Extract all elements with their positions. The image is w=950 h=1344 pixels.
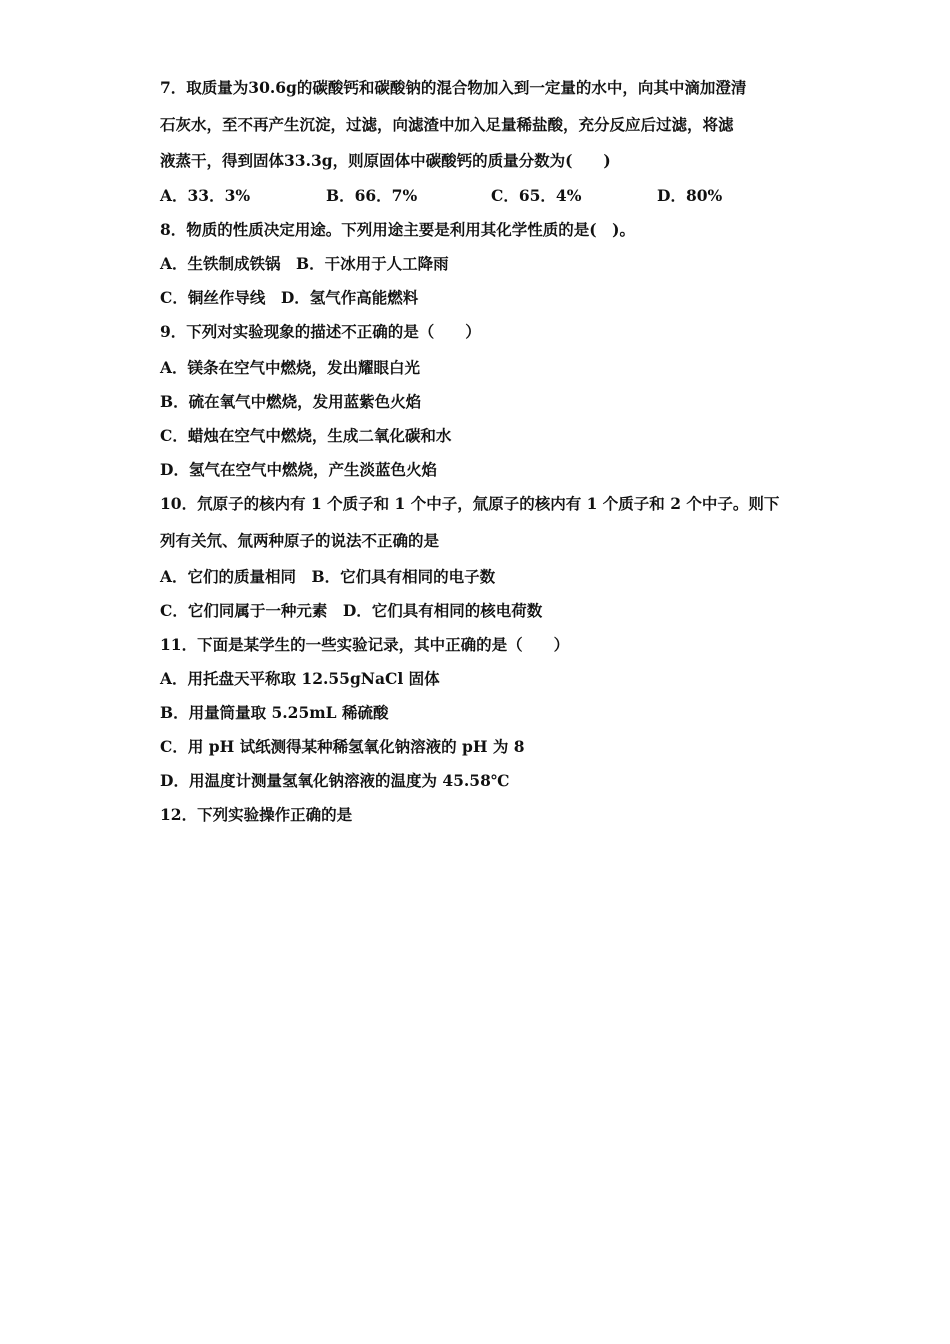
q9-option-b: B．硫在氧气中燃烧，发用蓝紫色火焰 — [160, 392, 422, 411]
q11-option-d: D．用温度计测量氢氧化钠溶液的温度为 45.58℃ — [160, 771, 510, 790]
q11-option-a: A．用托盘天平称取 12.55gNaCl 固体 — [160, 669, 440, 688]
q7-option-d: D．80% — [657, 186, 723, 205]
q11-option-b: B．用量筒量取 5.25mL 稀硫酸 — [160, 703, 389, 722]
q9-option-c: C．蜡烛在空气中燃烧，生成二氧化碳和水 — [160, 426, 452, 445]
q8-options-ab: A．生铁制成铁锅 B．干冰用于人工降雨 — [160, 254, 449, 273]
q12-stem: 12．下列实验操作正确的是 — [160, 805, 353, 824]
q7-line-3: 液蒸干，得到固体33.3g，则原固体中碳酸钙的质量分数为( ) — [160, 151, 611, 170]
q10-options-cd: C．它们同属于一种元素 D．它们具有相同的核电荷数 — [160, 601, 543, 620]
q8-options-cd: C．铜丝作导线 D．氢气作高能燃料 — [160, 288, 419, 307]
q9-option-d: D．氢气在空气中燃烧，产生淡蓝色火焰 — [160, 460, 437, 479]
q11-stem: 11．下面是某学生的一些实验记录，其中正确的是（ ） — [160, 635, 570, 654]
q10-line-1: 10．氘原子的核内有 1 个质子和 1 个中子，氚原子的核内有 1 个质子和 2 个中子。则下 — [160, 494, 780, 513]
q10-options-ab: A．它们的质量相同 B．它们具有相同的电子数 — [160, 567, 496, 586]
q7-line-1: 7．取质量为30.6g的碳酸钙和碳酸钠的混合物加入到一定量的水中，向其中滴加澄清 — [160, 78, 747, 97]
q11-option-c: C．用 pH 试纸测得某种稀氢氧化钠溶液的 pH 为 8 — [160, 737, 525, 756]
q7-option-b: B．66．7% — [326, 186, 418, 205]
q7-option-a: A．33．3% — [160, 186, 251, 205]
q7-option-c: C．65．4% — [491, 186, 582, 205]
q8-stem: 8．物质的性质决定用途。下列用途主要是利用其化学性质的是( )。 — [160, 220, 635, 239]
q9-stem: 9．下列对实验现象的描述不正确的是（ ） — [160, 322, 481, 341]
q9-option-a: A．镁条在空气中燃烧，发出耀眼白光 — [160, 358, 421, 377]
q7-line-2: 石灰水，至不再产生沉淀，过滤，向滤渣中加入足量稀盐酸，充分反应后过滤，将滤 — [160, 115, 734, 134]
q10-line-2: 列有关氘、氚两种原子的说法不正确的是 — [160, 531, 440, 550]
